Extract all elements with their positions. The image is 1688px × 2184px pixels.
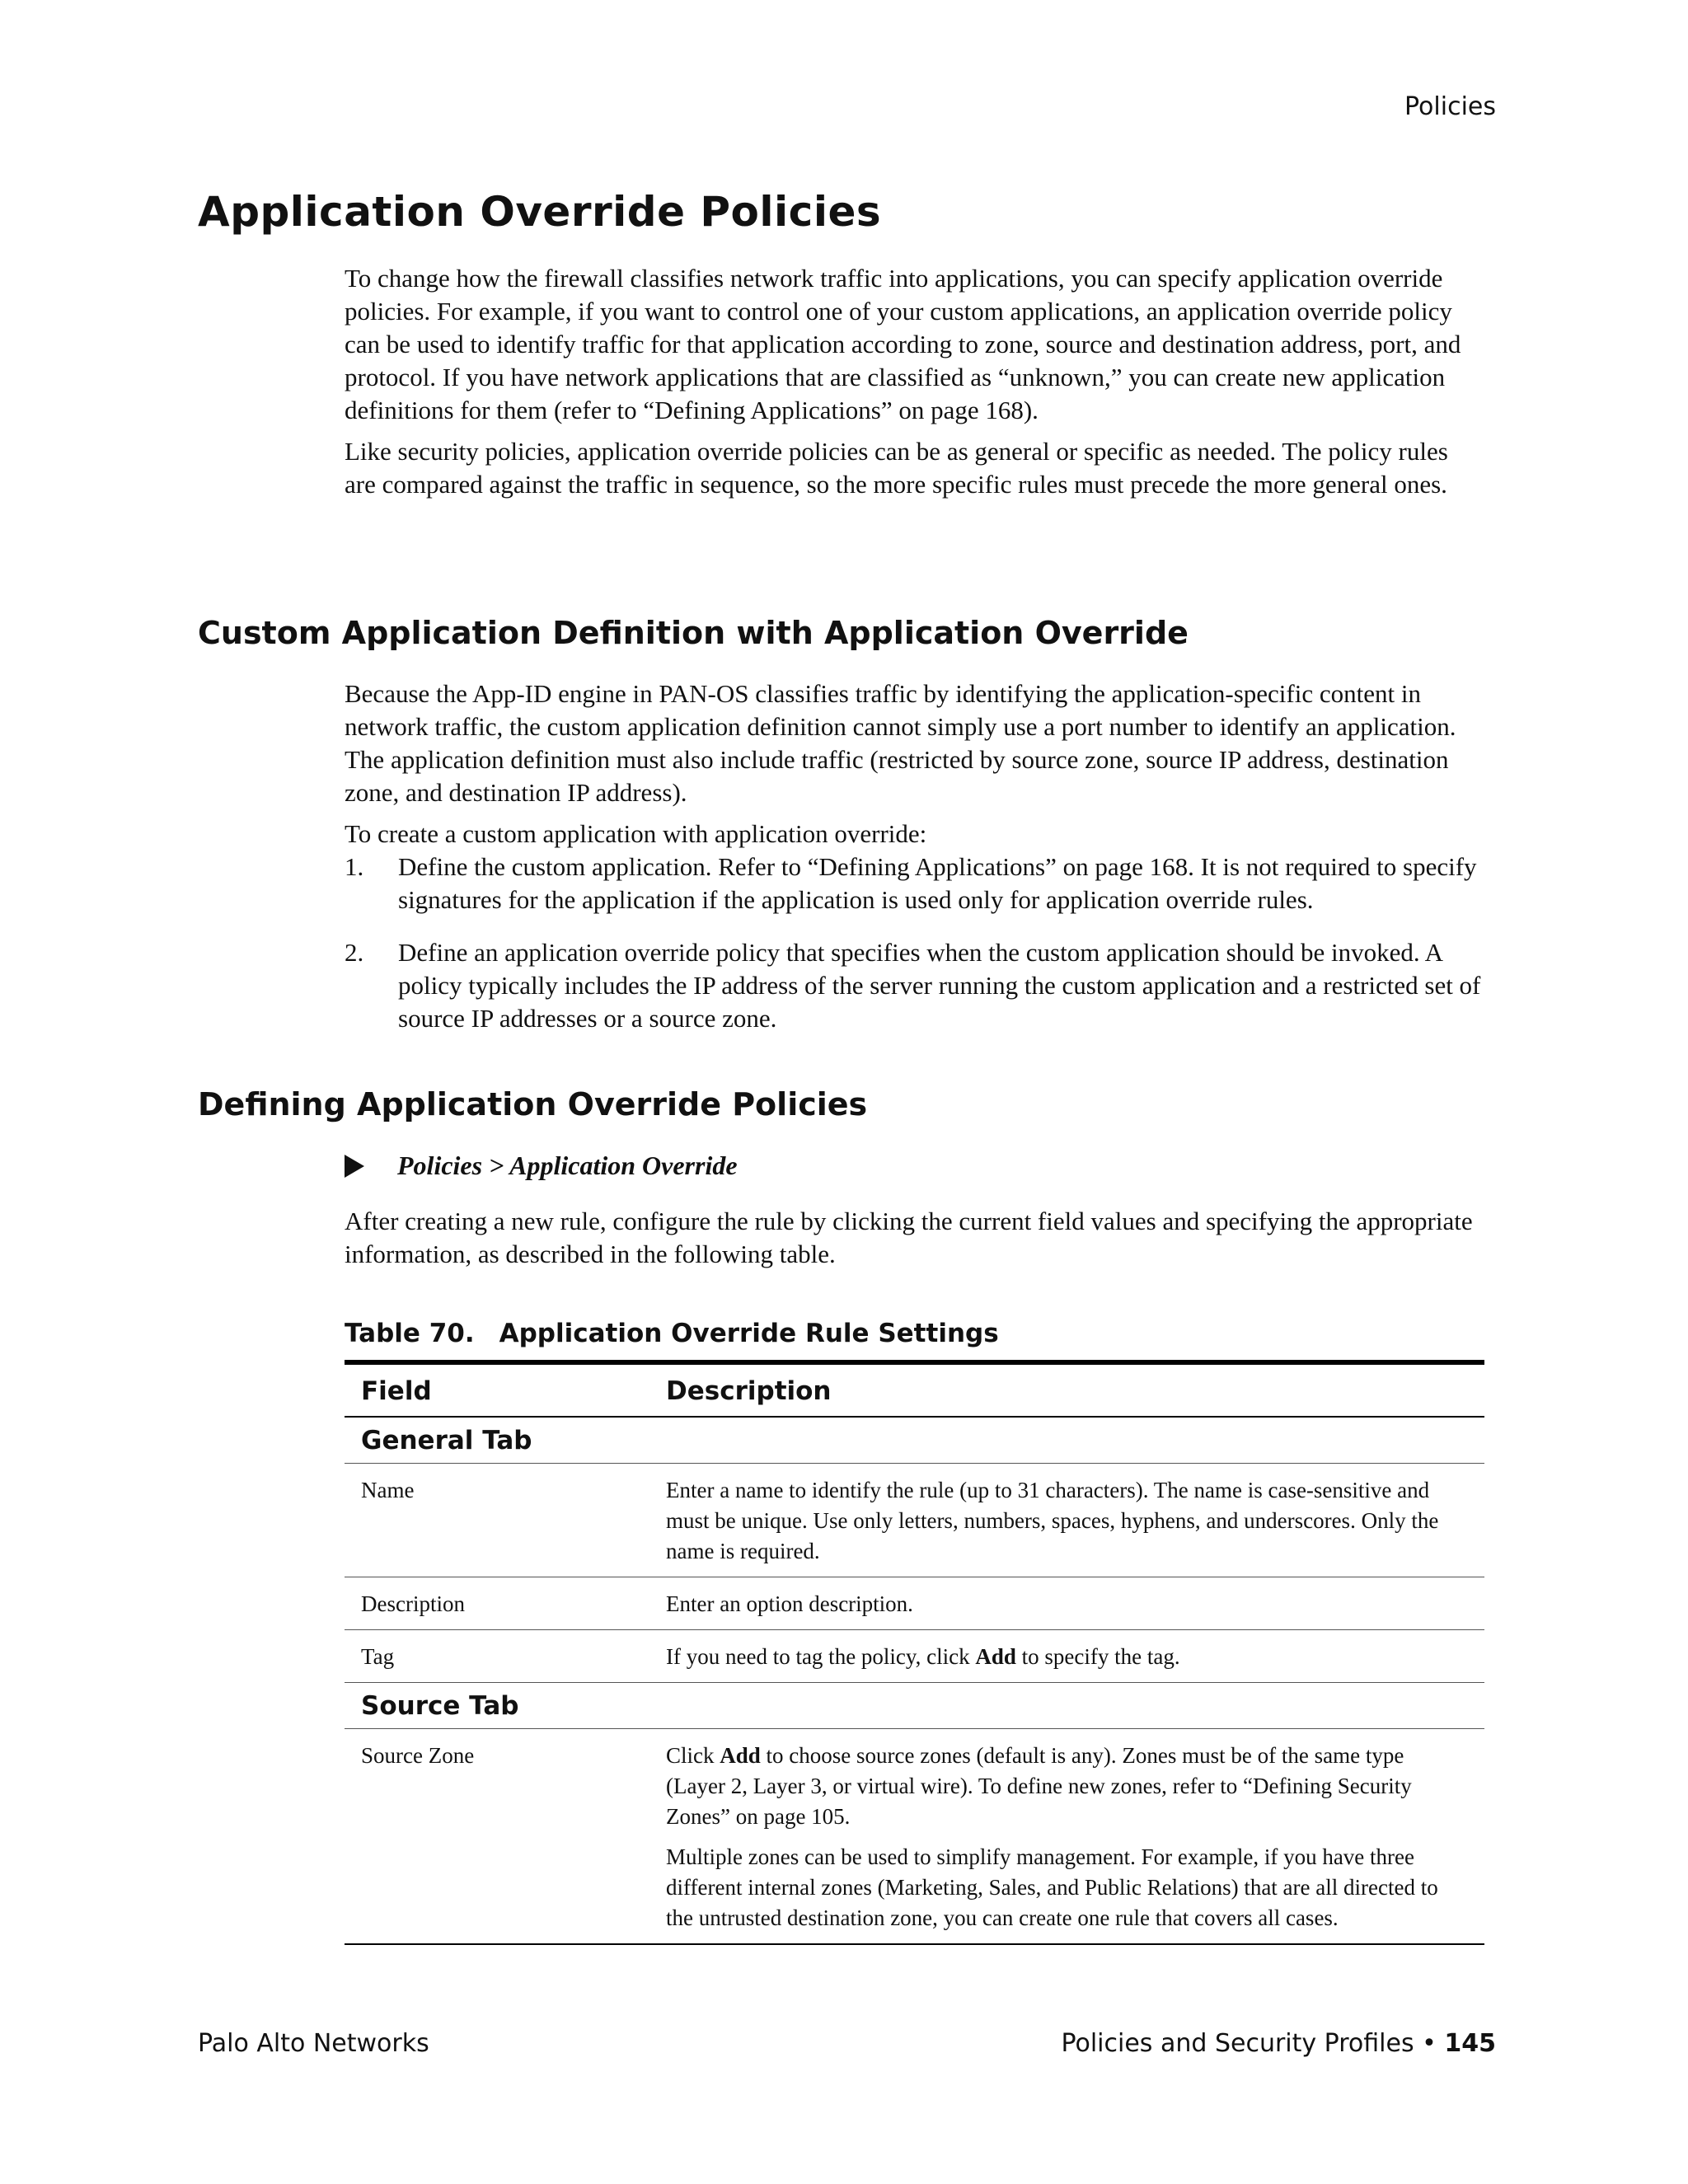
- table-section-row: [345, 1683, 1484, 1729]
- paragraph: Like security policies, application override policies can be as general or specific as needed. The policy rules are compared against the traffic in sequence, so the more specific rules must precede the more general ones.: [345, 437, 1448, 499]
- paragraph: After creating a new rule, configure the rule by clicking the current field values and specifying the appropriate information, as described in the following table.: [345, 1207, 1473, 1268]
- footer-page-info: [1061, 2029, 1496, 2058]
- footer-company: Palo Alto Networks: [198, 2029, 429, 2058]
- section-label-general-tab: General Tab: [345, 1417, 1484, 1464]
- description-cell: Enter an option description.: [649, 1577, 1484, 1630]
- description-paragraph: Multiple zones can be used to simplify management. For example, if you have three different internal zones (Marketing, Sales, and Public Relations) that are all directed to the untrusted destination zone, you can create one rule that covers all cases.: [666, 1844, 1438, 1930]
- description-cell: [649, 1630, 1484, 1683]
- paragraph: To change how the firewall classifies network traffic into applications, you can specify application override policies. For example, if you want to control one of your custom applications, an application override policy can be used to identify traffic for that application according to zone, source and destination address, port, and protocol. If you have network applications that are classified as “unknown,” you can create new application definitions for them (refer to “Defining Applications” on page 168).: [345, 264, 1461, 424]
- table-caption-title: Application Override Rule Settings: [499, 1319, 999, 1348]
- field-cell: Description: [345, 1577, 649, 1630]
- section-title-application-override-policies: Application Override Policies: [198, 188, 882, 236]
- desc-bold: Add: [975, 1644, 1016, 1669]
- desc-bold: Add: [720, 1743, 761, 1768]
- running-header: Policies: [1404, 92, 1496, 121]
- field-cell: Name: [345, 1464, 649, 1577]
- navigation-path: [345, 1151, 738, 1181]
- field-cell: Tag: [345, 1630, 649, 1683]
- section-label-source-tab: Source Tab: [345, 1683, 1484, 1729]
- column-header-description: Description: [649, 1362, 1484, 1417]
- section3-body: [345, 1205, 1482, 1271]
- description-paragraph: [666, 1741, 1468, 1832]
- step-number: 2.: [345, 938, 364, 967]
- table-row: [345, 1577, 1484, 1630]
- page-number: 145: [1444, 2029, 1496, 2058]
- desc-text: Click: [666, 1743, 720, 1768]
- column-header-field: Field: [345, 1362, 649, 1417]
- description-cell: [649, 1729, 1484, 1945]
- table-row: [345, 1630, 1484, 1683]
- step-number: 1.: [345, 852, 364, 881]
- list-item: [345, 851, 1482, 916]
- steps-list: [345, 851, 1482, 1055]
- step-text: Define the custom application. Refer to “Defining Applications” on page 168. It is not required to specify signatures for the application if the application is used only for application override rules.: [398, 852, 1477, 914]
- list-item: [345, 936, 1482, 1035]
- description-cell: Enter a name to identify the rule (up to 31 characters). The name is case-sensitive and must be unique. Use only letters, numbers, spaces, hyphens, and underscores. Only the name is required.: [649, 1464, 1484, 1577]
- desc-text: If you need to tag the policy, click: [666, 1644, 976, 1669]
- step-text: Define an application override policy that specifies when the custom application should be invoked. A policy typically includes the IP address of the server running the custom application and a restricted set of source IP addresses or a source zone.: [398, 938, 1481, 1033]
- section-title-custom-application-definition: Custom Application Definition with Application Override: [198, 615, 1189, 651]
- nav-path-text: Policies > Application Override: [397, 1151, 738, 1180]
- table-caption-label: Table 70.: [345, 1319, 475, 1348]
- section-title-defining-application-override-policies: Defining Application Override Policies: [198, 1086, 868, 1122]
- table-section-row: [345, 1417, 1484, 1464]
- settings-table: [345, 1360, 1484, 1945]
- footer-chapter: Policies and Security Profiles •: [1061, 2029, 1437, 2058]
- section1-body: [345, 262, 1482, 501]
- section2-body: [345, 677, 1482, 851]
- table-row: [345, 1729, 1484, 1945]
- desc-text: to specify the tag.: [1015, 1644, 1180, 1669]
- field-cell: Source Zone: [345, 1729, 649, 1945]
- table-caption: [345, 1319, 999, 1348]
- table-row: [345, 1464, 1484, 1577]
- paragraph: Because the App-ID engine in PAN-OS classifies traffic by identifying the application-specific content in network traffic, the custom application definition cannot simply use a port number to identify an application. The application definition must also include traffic (restricted by source zone, source IP address, destination zone, and destination IP address).: [345, 679, 1456, 807]
- paragraph: To create a custom application with application override:: [345, 819, 927, 848]
- triangle-right-icon: [345, 1155, 364, 1178]
- table-header-row: [345, 1362, 1484, 1417]
- desc-text: to choose source zones (default is any). Zones must be of the same type (Layer 2, Layer 3, or virtual wire). To define new zones, refer to “Defining Security Zones” on page 105.: [666, 1743, 1412, 1829]
